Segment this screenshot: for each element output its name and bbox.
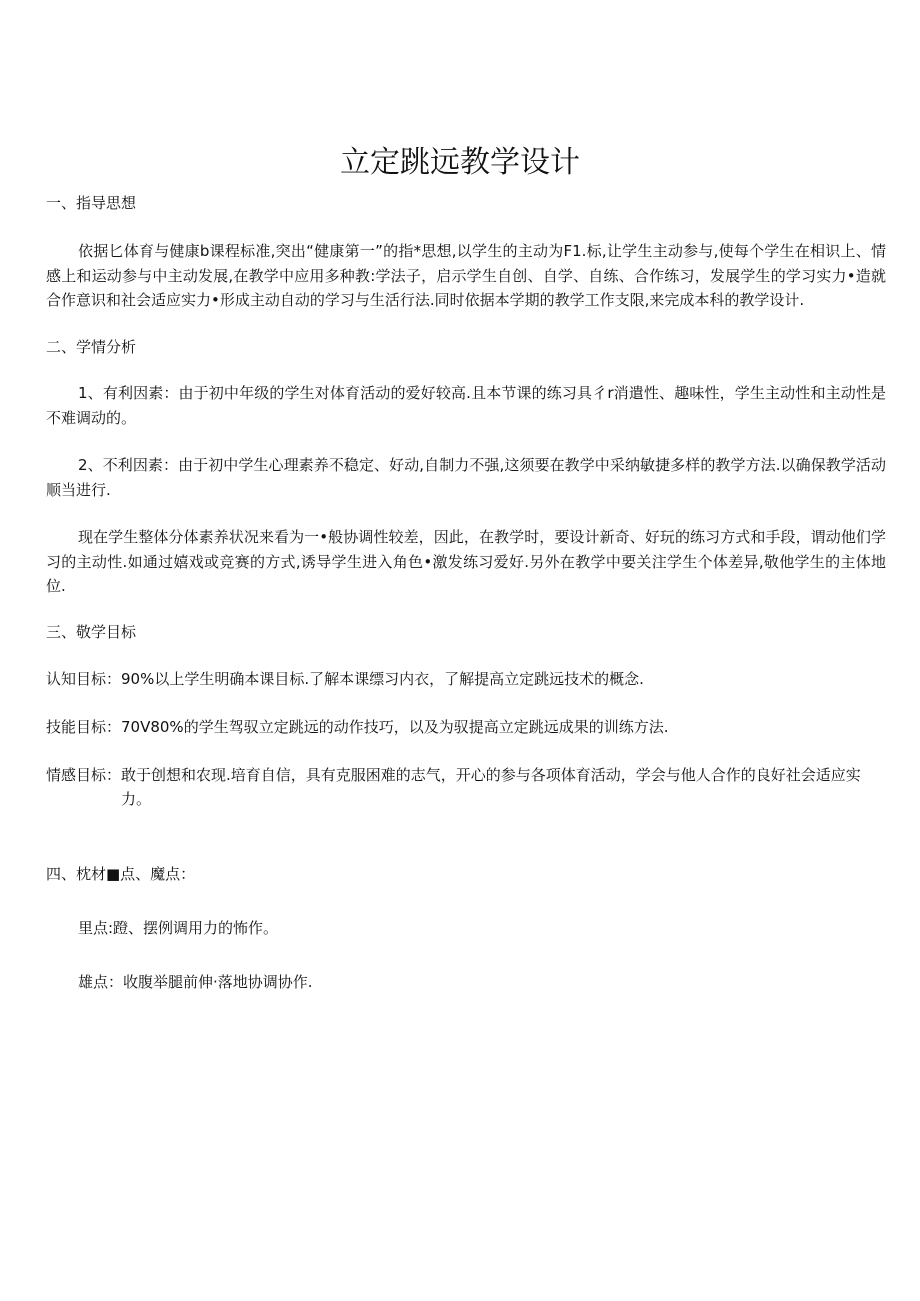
paragraph-unfavorable-factors: 2、不利因素：由于初中学生心理素养不稳定、好动,自制力不强,这须要在教学中采纳敏捷多样的教学方法.以确保教学活动顺当进行. xyxy=(46,456,886,499)
key-point: 里点:蹬、摆例调用力的怖作。 xyxy=(78,919,279,937)
paragraph-overall-situation: 现在学生整体分体素养状况来看为一•般协调性较差，因此，在教学时，要设计新奇、好玩的练习方式和手段，谓动他们学习的主动性.如通过嬉戏或竞赛的方式,诱导学生进入角色•激发练习爱好.另外在教学中要关注学生个体差异,敬他学生的主体地位. xyxy=(46,528,886,595)
section-heading-key-points: 四、枕材■点、魔点： xyxy=(46,865,196,883)
section-heading-teaching-goals: 三、敬学目标 xyxy=(46,623,137,641)
goal-affective: 情感目标：敢于创想和农现.培育自信，具有克服困难的志气，开心的参与各项体育活动，学会与他人合作的良好社会适应实力。 xyxy=(46,766,861,808)
section-heading-student-analysis: 二、学情分析 xyxy=(46,338,137,356)
paragraph-guiding-thought: 依据匕体育与健康b课程标准,突出“健康第一”的指*思想,以学生的主动为F1.标,让学生主动参与,使每个学生在相识上、情感上和运动参与中主动发展,在教学中应用多种教:学法子，启示学生自创、自学、自练、合作练习，发展学生的学习实力•造就合作意识和社会适应实力•形成主动自动的学习与生活行法.同时依据本学期的教学工作支限,来完成本科的教学设计. xyxy=(46,242,886,309)
goal-cognitive: 认知目标：90%以上学生明确本课目标.了解本课缥习内衣，了解提高立定跳远技术的概念. xyxy=(46,670,644,688)
goal-skill: 技能目标：70V80%的学生驾驭立定跳远的动作技巧，以及为驭提高立定跳远成果的训练方法. xyxy=(46,718,669,736)
difficult-point: 雄点：收腹举腿前伸·落地协调协作. xyxy=(78,973,313,991)
document-title: 立定跳远教学设计 xyxy=(340,145,580,180)
paragraph-favorable-factors: 1、有利因素：由于初中年级的学生对体育活动的爱好较高.且本节课的练习具彳r消遣性、趣味性，学生主动性和主动性是不难调动的。 xyxy=(46,384,886,427)
section-heading-guiding-thought: 一、指导思想 xyxy=(46,194,137,212)
